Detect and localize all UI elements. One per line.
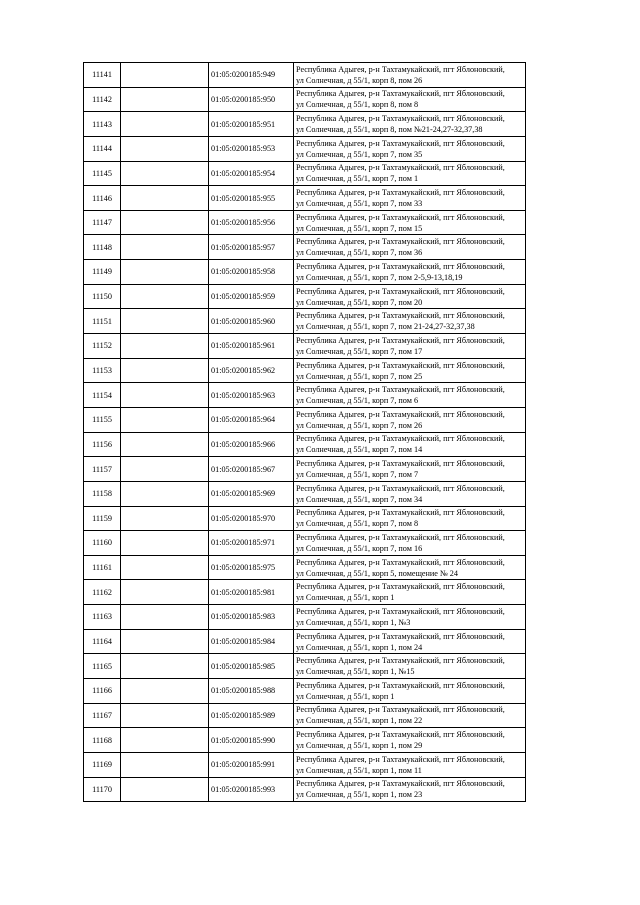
address-cell <box>294 703 526 728</box>
address-line-street: ул Солнечная, д 55/1, корп 1, №3 <box>296 617 411 627</box>
address-line-region: Республика Адыгея, р-н Тахтамукайский, пгт Яблоновский, <box>296 163 505 173</box>
table-row <box>84 383 526 408</box>
cadastral-number-cell: 01:05:0200185:989 <box>209 703 294 728</box>
row-number-cell: 11167 <box>84 703 121 728</box>
address-cell <box>294 309 526 334</box>
row-number-cell: 11156 <box>84 432 121 457</box>
address-line-street: ул Солнечная, д 55/1, корп 7, пом 26 <box>296 420 423 430</box>
address-line-region: Республика Адыгея, р-н Тахтамукайский, пгт Яблоновский, <box>296 237 505 247</box>
address-line-street: ул Солнечная, д 55/1, корп 8, пом №21-24,27-32,37,38 <box>296 125 483 135</box>
empty-cell <box>121 358 209 383</box>
row-number-cell: 11144 <box>84 136 121 161</box>
address-line-region: Республика Адыгея, р-н Тахтамукайский, пгт Яблоновский, <box>296 705 505 715</box>
empty-cell <box>121 210 209 235</box>
empty-cell <box>121 284 209 309</box>
address-line-street: ул Солнечная, д 55/1, корп 1, пом 22 <box>296 716 423 726</box>
cadastral-number-cell: 01:05:0200185:951 <box>209 112 294 137</box>
address-cell <box>294 629 526 654</box>
empty-cell <box>121 432 209 457</box>
cadastral-number-cell: 01:05:0200185:993 <box>209 777 294 802</box>
table-row <box>84 407 526 432</box>
cadastral-number-cell: 01:05:0200185:971 <box>209 531 294 556</box>
empty-cell <box>121 235 209 260</box>
row-number-cell: 11155 <box>84 407 121 432</box>
address-line-street: ул Солнечная, д 55/1, корп 1, пом 29 <box>296 741 423 751</box>
cadastral-number-cell: 01:05:0200185:981 <box>209 580 294 605</box>
address-line-street: ул Солнечная, д 55/1, корп 7, пом 2-5,9-13,18,19 <box>296 272 463 282</box>
row-number-cell: 11159 <box>84 506 121 531</box>
property-registry-table <box>83 62 526 802</box>
row-number-cell: 11160 <box>84 531 121 556</box>
row-number-cell: 11154 <box>84 383 121 408</box>
empty-cell <box>121 63 209 88</box>
table-row <box>84 629 526 654</box>
table-row <box>84 703 526 728</box>
cadastral-number-cell: 01:05:0200185:970 <box>209 506 294 531</box>
empty-cell <box>121 457 209 482</box>
table-row <box>84 63 526 88</box>
address-cell <box>294 531 526 556</box>
cadastral-number-cell: 01:05:0200185:985 <box>209 654 294 679</box>
row-number-cell: 11166 <box>84 679 121 704</box>
empty-cell <box>121 481 209 506</box>
table-row <box>84 161 526 186</box>
table-row <box>84 457 526 482</box>
table-row <box>84 654 526 679</box>
row-number-cell: 11163 <box>84 605 121 630</box>
empty-cell <box>121 334 209 359</box>
row-number-cell: 11157 <box>84 457 121 482</box>
table-row <box>84 235 526 260</box>
address-line-region: Республика Адыгея, р-н Тахтамукайский, пгт Яблоновский, <box>296 409 505 419</box>
address-line-street: ул Солнечная, д 55/1, корп 7, пом 16 <box>296 543 423 553</box>
address-line-region: Республика Адыгея, р-н Тахтамукайский, пгт Яблоновский, <box>296 532 505 542</box>
row-number-cell: 11147 <box>84 210 121 235</box>
table-row <box>84 186 526 211</box>
address-line-street: ул Солнечная, д 55/1, корп 7, пом 14 <box>296 445 423 455</box>
address-line-street: ул Солнечная, д 55/1, корп 8, пом 26 <box>296 75 423 85</box>
row-number-cell: 11142 <box>84 87 121 112</box>
address-cell <box>294 481 526 506</box>
row-number-cell: 11162 <box>84 580 121 605</box>
address-line-region: Республика Адыгея, р-н Тахтамукайский, пгт Яблоновский, <box>296 212 505 222</box>
address-line-street: ул Солнечная, д 55/1, корп 7, пом 35 <box>296 149 423 159</box>
empty-cell <box>121 679 209 704</box>
row-number-cell: 11153 <box>84 358 121 383</box>
table-row <box>84 136 526 161</box>
address-line-street: ул Солнечная, д 55/1, корп 5, помещение № 24 <box>296 568 458 578</box>
address-line-region: Республика Адыгея, р-н Тахтамукайский, пгт Яблоновский, <box>296 385 505 395</box>
row-number-cell: 11145 <box>84 161 121 186</box>
address-line-street: ул Солнечная, д 55/1, корп 7, пом 6 <box>296 396 419 406</box>
address-cell <box>294 186 526 211</box>
cadastral-number-cell: 01:05:0200185:961 <box>209 334 294 359</box>
address-line-region: Республика Адыгея, р-н Тахтамукайский, пгт Яблоновский, <box>296 261 505 271</box>
address-line-region: Республика Адыгея, р-н Тахтамукайский, пгт Яблоновский, <box>296 311 505 321</box>
cadastral-number-cell: 01:05:0200185:963 <box>209 383 294 408</box>
address-cell <box>294 136 526 161</box>
address-cell <box>294 728 526 753</box>
table-row <box>84 777 526 802</box>
table-row <box>84 260 526 285</box>
table-row <box>84 481 526 506</box>
row-number-cell: 11152 <box>84 334 121 359</box>
address-line-street: ул Солнечная, д 55/1, корп 7, пом 36 <box>296 248 423 258</box>
empty-cell <box>121 703 209 728</box>
address-line-region: Республика Адыгея, р-н Тахтамукайский, пгт Яблоновский, <box>296 138 505 148</box>
cadastral-number-cell: 01:05:0200185:966 <box>209 432 294 457</box>
empty-cell <box>121 186 209 211</box>
row-number-cell: 11151 <box>84 309 121 334</box>
cadastral-number-cell: 01:05:0200185:950 <box>209 87 294 112</box>
table-row <box>84 284 526 309</box>
address-cell <box>294 580 526 605</box>
address-cell <box>294 432 526 457</box>
cadastral-number-cell: 01:05:0200185:969 <box>209 481 294 506</box>
address-cell <box>294 210 526 235</box>
cadastral-number-cell: 01:05:0200185:990 <box>209 728 294 753</box>
address-line-region: Республика Адыгея, р-н Тахтамукайский, пгт Яблоновский, <box>296 64 505 74</box>
address-line-region: Республика Адыгея, р-н Тахтамукайский, пгт Яблоновский, <box>296 434 505 444</box>
address-line-region: Республика Адыгея, р-н Тахтамукайский, пгт Яблоновский, <box>296 508 505 518</box>
table-row <box>84 605 526 630</box>
empty-cell <box>121 112 209 137</box>
cadastral-number-cell: 01:05:0200185:988 <box>209 679 294 704</box>
address-line-region: Республика Адыгея, р-н Тахтамукайский, пгт Яблоновский, <box>296 188 505 198</box>
cadastral-number-cell: 01:05:0200185:957 <box>209 235 294 260</box>
address-line-region: Республика Адыгея, р-н Тахтамукайский, пгт Яблоновский, <box>296 360 505 370</box>
address-cell <box>294 87 526 112</box>
address-cell <box>294 555 526 580</box>
empty-cell <box>121 161 209 186</box>
address-cell <box>294 777 526 802</box>
address-line-street: ул Солнечная, д 55/1, корп 7, пом 25 <box>296 371 423 381</box>
cadastral-number-cell: 01:05:0200185:959 <box>209 284 294 309</box>
empty-cell <box>121 580 209 605</box>
empty-cell <box>121 728 209 753</box>
address-cell <box>294 506 526 531</box>
address-line-region: Республика Адыгея, р-н Тахтамукайский, пгт Яблоновский, <box>296 582 505 592</box>
row-number-cell: 11165 <box>84 654 121 679</box>
address-line-street: ул Солнечная, д 55/1, корп 1, пом 23 <box>296 790 423 800</box>
table-row <box>84 679 526 704</box>
cadastral-number-cell: 01:05:0200185:962 <box>209 358 294 383</box>
empty-cell <box>121 407 209 432</box>
address-line-region: Республика Адыгея, р-н Тахтамукайский, пгт Яблоновский, <box>296 656 505 666</box>
empty-cell <box>121 531 209 556</box>
address-line-region: Республика Адыгея, р-н Тахтамукайский, пгт Яблоновский, <box>296 730 505 740</box>
table-row <box>84 555 526 580</box>
address-line-street: ул Солнечная, д 55/1, корп 7, пом 21-24,27-32,37,38 <box>296 322 475 332</box>
address-cell <box>294 235 526 260</box>
address-line-region: Республика Адыгея, р-н Тахтамукайский, пгт Яблоновский, <box>296 631 505 641</box>
address-line-street: ул Солнечная, д 55/1, корп 1 <box>296 691 395 701</box>
address-line-region: Республика Адыгея, р-н Тахтамукайский, пгт Яблоновский, <box>296 754 505 764</box>
address-cell <box>294 63 526 88</box>
cadastral-number-cell: 01:05:0200185:991 <box>209 752 294 777</box>
row-number-cell: 11146 <box>84 186 121 211</box>
row-number-cell: 11158 <box>84 481 121 506</box>
cadastral-number-cell: 01:05:0200185:949 <box>209 63 294 88</box>
address-line-street: ул Солнечная, д 55/1, корп 1, пом 11 <box>296 765 422 775</box>
address-line-street: ул Солнечная, д 55/1, корп 1, №15 <box>296 667 415 677</box>
address-cell <box>294 161 526 186</box>
address-line-street: ул Солнечная, д 55/1, корп 8, пом 8 <box>296 100 419 110</box>
address-line-street: ул Солнечная, д 55/1, корп 1, пом 24 <box>296 642 423 652</box>
registry-table-body <box>84 63 526 802</box>
cadastral-number-cell: 01:05:0200185:964 <box>209 407 294 432</box>
cadastral-number-cell: 01:05:0200185:953 <box>209 136 294 161</box>
address-line-region: Республика Адыгея, р-н Тахтамукайский, пгт Яблоновский, <box>296 459 505 469</box>
address-line-region: Республика Адыгея, р-н Тахтамукайский, пгт Яблоновский, <box>296 335 505 345</box>
row-number-cell: 11149 <box>84 260 121 285</box>
empty-cell <box>121 777 209 802</box>
empty-cell <box>121 555 209 580</box>
address-cell <box>294 260 526 285</box>
row-number-cell: 11164 <box>84 629 121 654</box>
row-number-cell: 11170 <box>84 777 121 802</box>
address-cell <box>294 334 526 359</box>
address-line-region: Республика Адыгея, р-н Тахтамукайский, пгт Яблоновский, <box>296 483 505 493</box>
address-line-street: ул Солнечная, д 55/1, корп 7, пом 1 <box>296 174 419 184</box>
empty-cell <box>121 136 209 161</box>
row-number-cell: 11141 <box>84 63 121 88</box>
address-line-region: Республика Адыгея, р-н Тахтамукайский, пгт Яблоновский, <box>296 557 505 567</box>
address-line-street: ул Солнечная, д 55/1, корп 7, пом 7 <box>296 470 419 480</box>
table-row <box>84 728 526 753</box>
row-number-cell: 11143 <box>84 112 121 137</box>
address-cell <box>294 358 526 383</box>
empty-cell <box>121 260 209 285</box>
table-row <box>84 87 526 112</box>
cadastral-number-cell: 01:05:0200185:975 <box>209 555 294 580</box>
empty-cell <box>121 752 209 777</box>
address-cell <box>294 752 526 777</box>
table-row <box>84 506 526 531</box>
address-cell <box>294 383 526 408</box>
address-cell <box>294 654 526 679</box>
cadastral-number-cell: 01:05:0200185:984 <box>209 629 294 654</box>
address-line-street: ул Солнечная, д 55/1, корп 7, пом 34 <box>296 494 423 504</box>
address-line-street: ул Солнечная, д 55/1, корп 7, пом 8 <box>296 519 419 529</box>
address-line-region: Республика Адыгея, р-н Тахтамукайский, пгт Яблоновский, <box>296 114 505 124</box>
address-line-region: Республика Адыгея, р-н Тахтамукайский, пгт Яблоновский, <box>296 680 505 690</box>
address-cell <box>294 284 526 309</box>
empty-cell <box>121 383 209 408</box>
empty-cell <box>121 629 209 654</box>
cadastral-number-cell: 01:05:0200185:955 <box>209 186 294 211</box>
cadastral-number-cell: 01:05:0200185:983 <box>209 605 294 630</box>
empty-cell <box>121 309 209 334</box>
table-row <box>84 580 526 605</box>
address-line-street: ул Солнечная, д 55/1, корп 7, пом 15 <box>296 223 423 233</box>
row-number-cell: 11161 <box>84 555 121 580</box>
address-line-street: ул Солнечная, д 55/1, корп 7, пом 33 <box>296 199 423 209</box>
empty-cell <box>121 87 209 112</box>
address-cell <box>294 112 526 137</box>
table-row <box>84 309 526 334</box>
address-line-region: Республика Адыгея, р-н Тахтамукайский, пгт Яблоновский, <box>296 89 505 99</box>
cadastral-number-cell: 01:05:0200185:958 <box>209 260 294 285</box>
empty-cell <box>121 605 209 630</box>
table-row <box>84 334 526 359</box>
empty-cell <box>121 506 209 531</box>
table-row <box>84 432 526 457</box>
cadastral-number-cell: 01:05:0200185:954 <box>209 161 294 186</box>
empty-cell <box>121 654 209 679</box>
address-line-region: Республика Адыгея, р-н Тахтамукайский, пгт Яблоновский, <box>296 606 505 616</box>
address-cell <box>294 605 526 630</box>
address-line-region: Республика Адыгея, р-н Тахтамукайский, пгт Яблоновский, <box>296 779 505 789</box>
address-line-street: ул Солнечная, д 55/1, корп 1 <box>296 593 395 603</box>
table-row <box>84 531 526 556</box>
address-line-street: ул Солнечная, д 55/1, корп 7, пом 17 <box>296 346 423 356</box>
row-number-cell: 11148 <box>84 235 121 260</box>
address-cell <box>294 407 526 432</box>
row-number-cell: 11150 <box>84 284 121 309</box>
table-row <box>84 752 526 777</box>
table-row <box>84 112 526 137</box>
cadastral-number-cell: 01:05:0200185:960 <box>209 309 294 334</box>
row-number-cell: 11168 <box>84 728 121 753</box>
row-number-cell: 11169 <box>84 752 121 777</box>
address-cell <box>294 679 526 704</box>
cadastral-number-cell: 01:05:0200185:956 <box>209 210 294 235</box>
cadastral-number-cell: 01:05:0200185:967 <box>209 457 294 482</box>
table-row <box>84 210 526 235</box>
table-row <box>84 358 526 383</box>
address-line-region: Республика Адыгея, р-н Тахтамукайский, пгт Яблоновский, <box>296 286 505 296</box>
address-line-street: ул Солнечная, д 55/1, корп 7, пом 20 <box>296 297 423 307</box>
address-cell <box>294 457 526 482</box>
